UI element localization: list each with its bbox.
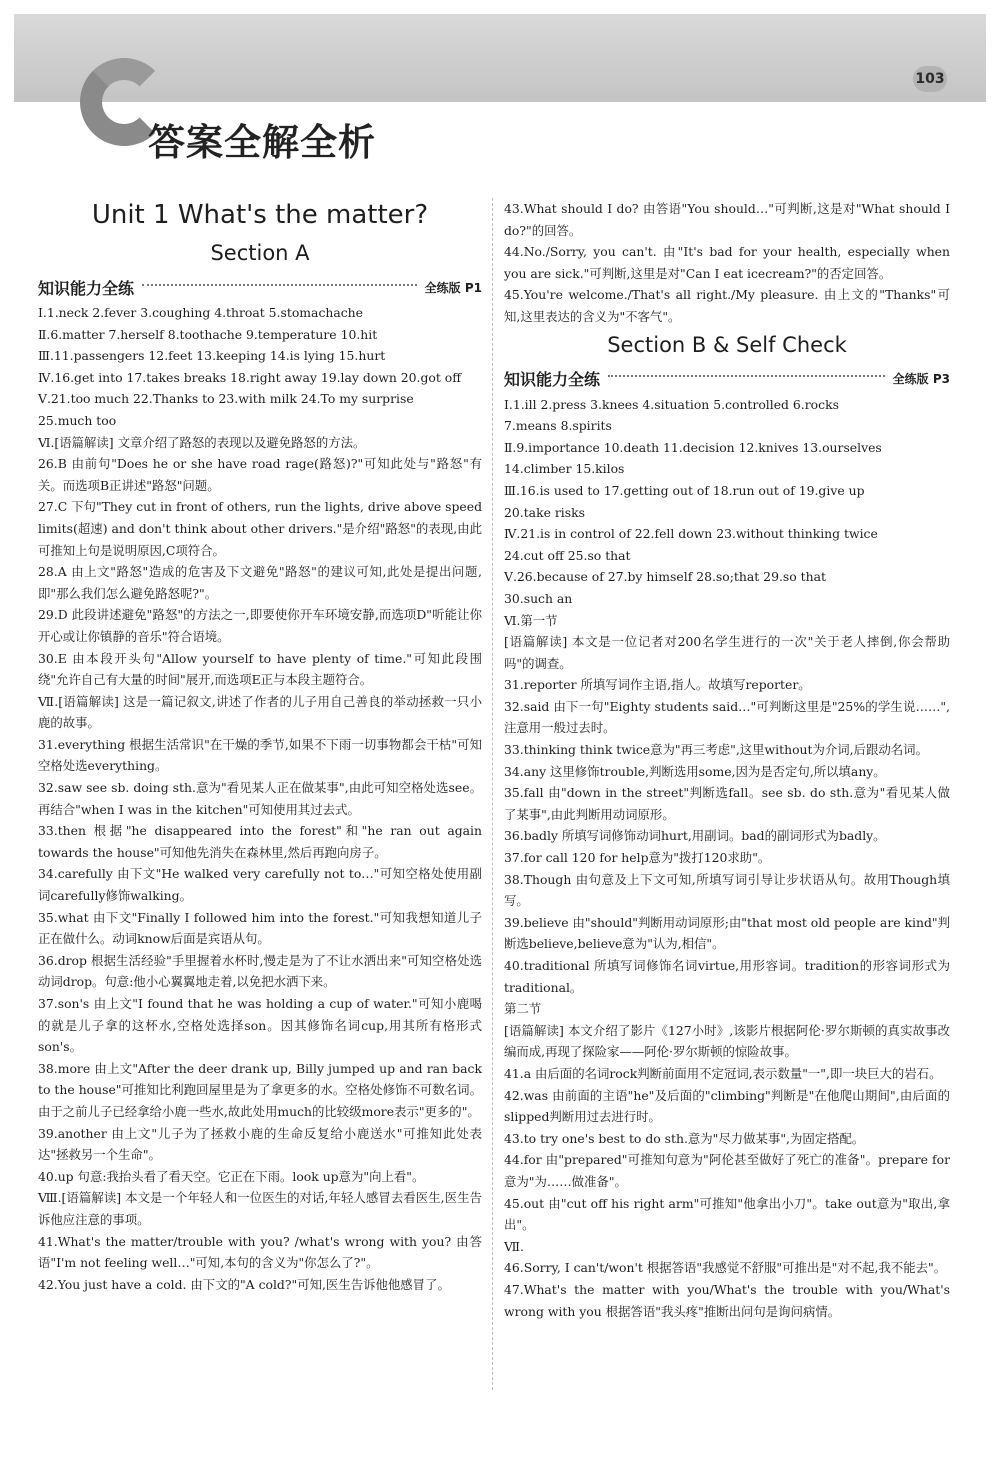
answer-item: 44.for 由"prepared"可推知句意为"阿伦甚至做好了死亡的准备"。prepare for意为"为……做准备"。 [504,1152,950,1189]
answer-item: Ⅶ.[语篇解读] 这是一篇记叙文,讲述了作者的儿子用自己善良的举动拯救一只小鹿的故事。 [38,693,482,731]
answer-item: 42.You just have a cold. 由下文的"A cold?"可知,医生告诉他他感冒了。 [38,1276,450,1292]
heading-edition: 全练版 P1 [424,280,482,295]
answer-item: 38.more 由上文"After the deer drank up, Billy jumped up and ran back to the house"可推知比利跑回屋里是为了拿更多的水。空格处修饰不可数名词。由于之前儿子已经拿给小鹿一些水,故此处用much的比较级more表示"更多的"。 [38,1060,482,1119]
answer-item: Ⅷ.[语篇解读] 本文是一个年轻人和一位医生的对话,年轻人感冒去看医生,医生告诉他应注意的事项。 [38,1190,482,1227]
section-title: Section A [210,241,310,265]
answer-item: 37.son's 由上文"I found that he was holding a cup of water."可知小鹿喝的就是儿子拿的这杯水,空格处选择son。因其修饰名词cup,用其所有格形式son's。 [38,996,482,1055]
answer-item: Ⅲ.16.is used to 17.getting out of 18.run out of 19.give up [504,482,865,498]
answer-item: 35.what 由下文"Finally I followed him into the forest."可知我想知道儿子正在做什么。动词know后面是宾语从句。 [38,909,482,947]
answer-item: 第二节 [504,1001,542,1017]
unit-title: Unit 1 What's the matter? [91,200,429,230]
answer-item: 32.said 由下一句"Eighty students said…"可判断这里是"25%的学生说……",注意用一般过去时。 [504,698,950,736]
answer-item: 40.traditional 所填写词修饰名词virtue,用形容词。tradition的形容词形式为traditional。 [504,958,950,995]
answer-item: 31.everything 根据生活常识"在干燥的季节,如果不下雨一切事物都会干枯"可知空格处选everything。 [38,736,482,774]
answer-item: 30.E 由本段开头句"Allow yourself to have plenty of time."可知此段围绕"允许自己有大量的时间"展开,而选项E正与本段主题符合。 [38,650,482,688]
answer-item: Ⅰ.1.ill 2.press 3.knees 4.situation 5.controlled 6.rocks [504,396,839,412]
answer-item: 41.a 由后面的名词rock判断前面用不定冠词,表示数量"一",即一块巨大的岩石。 [504,1065,942,1081]
answer-item: Ⅳ.16.get into 17.takes breaks 18.right away 19.lay down 20.got off [38,369,462,385]
answer-list [38,302,482,1295]
exercise-heading [38,274,482,300]
answer-item: Ⅵ.[语篇解读] 文章介绍了路怒的表现以及避免路怒的方法。 [38,434,366,450]
answer-item: [语篇解读] 本文介绍了影片《127小时》,该影片根据阿伦·罗尔斯顿的真实故事改编而成,再现了探险家——阿伦·罗尔斯顿的惊险故事。 [504,1022,950,1060]
answer-item: Ⅱ.6.matter 7.herself 8.toothache 9.temperature 10.hit [38,326,378,342]
answer-item: 14.climber 15.kilos [504,461,625,477]
answer-item: 31.reporter 所填写词作主语,指人。故填写reporter。 [504,677,811,693]
answer-item: 39.believe 由"should"判断用动词原形;由"that most old people are kind"判断选believe,believe意为"认为,相信"。 [504,914,950,952]
answer-item: 45.You're welcome./That's all right./My pleasure. 由上文的"Thanks"可知,这里表达的含义为"不客气"。 [504,287,950,324]
answer-item: 40.up 句意:我抬头看了看天空。它正在下雨。look up意为"向上看"。 [38,1168,425,1184]
heading-edition: 全练版 P3 [892,372,950,387]
answer-item: 37.for call 120 for help意为"拨打120求助"。 [504,850,771,866]
answer-item: 33.then 根据"he disappeared into the forest"和"he ran out again towards the house"可知他先消失在森林里,然后再跑向房子。 [38,823,482,860]
answer-item: Ⅳ.21.is in control of 22.fell down 23.without thinking twice [504,526,878,542]
answer-item: 30.such an [504,590,573,606]
answer-item: Ⅱ.9.importance 10.death 11.decision 12.knives 13.ourselves [504,439,882,455]
answer-item: 45.out 由"cut off his right arm"可推知"他拿出小刀"。take out意为"取出,拿出"。 [504,1195,950,1233]
left-column [38,198,482,1295]
answer-item: Ⅰ.1.neck 2.fever 3.coughing 4.throat 5.stomachache [38,305,364,320]
answer-item: 32.saw see sb. doing sth.意为"看见某人正在做某事",由此可知空格处选see。再结合"when I was in the kitchen"可知使用其过去式。 [38,780,482,817]
answer-item: 34.carefully 由下文"He walked very carefully not to…"可知空格处使用副词carefully修饰walking。 [38,866,482,904]
answer-item: Ⅴ.26.because of 27.by himself 28.so;that 29.so that [504,569,826,585]
page-number: 103 [913,66,947,92]
answer-item: 43.to try one's best to do sth.意为"尽力做某事",为固定搭配。 [504,1130,865,1146]
answer-item: 28.A 由上文"路怒"造成的危害及下文避免"路怒"的建议可知,此处是提出问题,即"那么我们怎么避免路怒呢?"。 [38,564,482,601]
answer-item: 27.C 下句"They cut in front of others, run the lights, drive above speed limits(超速) and don't think about other drivers."是介绍"路怒"的表现,由此可推知上句是说明原因,C项符合。 [38,499,482,558]
answer-item: 25.much too [38,412,117,428]
answer-item: 33.thinking think twice意为"再三考虑",这里without为介词,后跟动名词。 [504,742,928,758]
answer-item: 7.means 8.spirits [504,418,612,434]
dotted-leader [142,284,417,286]
answer-list [504,198,950,328]
answer-item: 35.fall 由"down in the street"判断选fall。see sb. do sth.意为"看见某人做了某事",由此判断用动词原形。 [504,785,950,822]
answer-item: 34.any 这里修饰trouble,判断选用some,因为是否定句,所以填any。 [504,763,886,779]
answer-item: Ⅶ. [504,1238,524,1254]
section-title: Section B & Self Check [607,332,847,357]
heading-label: 知识能力全练 [504,370,601,390]
answer-item: 20.take risks [504,504,585,520]
answer-item: Ⅲ.11.passengers 12.feet 13.keeping 14.is lying 15.hurt [38,348,386,364]
banner-title: 答案全解全析 [148,121,376,164]
answer-item: 36.drop 根据生活经验"手里握着水杯时,慢走是为了不让水洒出来"可知空格处选动词drop。句意:他小心翼翼地走着,以免把水洒下来。 [38,952,482,990]
answer-item: 44.No./Sorry, you can't. 由"It's bad for your health, especially when you are sick."可判断,这里是对"Can I eat icecream?"的否定回答。 [504,244,950,281]
answer-item: 43.What should I do? 由答语"You should…"可判断,这是对"What should I do?"的回答。 [504,201,950,238]
answer-item: 38.Though 由句意及上下文可知,所填写词引导让步状语从句。故用Though填写。 [504,871,950,909]
answer-item: Ⅴ.21.too much 22.Thanks to 23.with milk 24.To my surprise [38,391,414,407]
answer-item: 29.D 此段讲述避免"路怒"的方法之一,即要使你开车环境安静,而选项D"听能让你开心或让你镇静的音乐"符合语境。 [38,607,482,644]
right-column [504,198,950,1322]
answer-item: 42.was 由前面的主语"he"及后面的"climbing"判断是"在他爬山期间",由后面的slipped判断用过去进行时。 [504,1087,950,1125]
answer-item: 39.another 由上文"儿子为了拯救小鹿的生命反复给小鹿送水"可推知此处表达"拯救另一个生命"。 [38,1125,482,1163]
answer-item: Ⅵ.第一节 [504,612,558,628]
answer-item: [语篇解读] 本文是一位记者对200名学生进行的一次"关于老人摔倒,你会帮助吗"的调查。 [504,634,950,671]
exercise-heading [504,366,950,392]
heading-label: 知识能力全练 [38,278,135,298]
dotted-leader [608,375,885,377]
answer-item: 26.B 由前句"Does he or she have road rage(路怒)?"可知此处与"路怒"有关。而选项B正讲述"路怒"问题。 [38,456,482,493]
answer-item: 24.cut off 25.so that [504,547,631,563]
column-divider [492,198,493,1390]
answer-item: 36.badly 所填写词修饰动词hurt,用副词。bad的副词形式为badly。 [504,828,886,844]
answer-item: 46.Sorry, I can't/won't 根据答语"我感觉不舒服"可推出是"对不起,我不能去"。 [504,1260,947,1276]
answer-item: 41.What's the matter/trouble with you? /what's wrong with you? 由答语"I'm not feeling well…"可知,本句的含义为"你怎么了?"。 [38,1233,482,1271]
answer-list [504,394,950,1323]
answer-item: 47.What's the matter with you/What's the trouble with you/What's wrong with you 根据答语"我头疼"推断出问句是询问病情。 [504,1281,950,1319]
